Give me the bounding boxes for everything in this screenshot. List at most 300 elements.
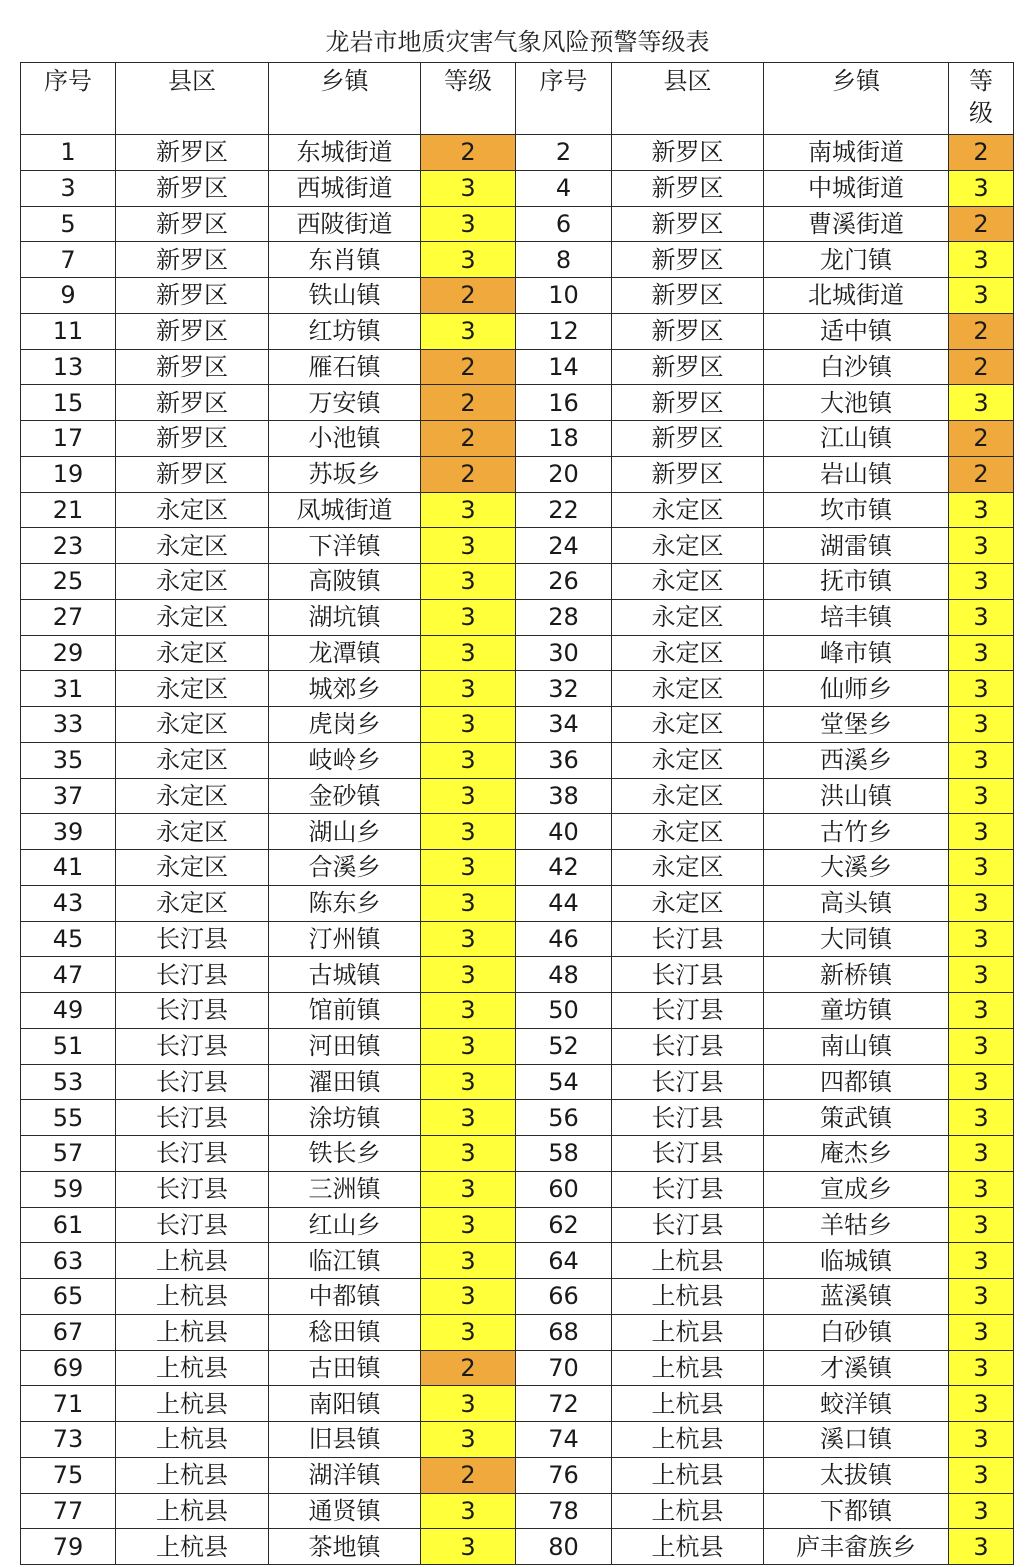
left-county-cell: 长汀县: [116, 1171, 269, 1207]
left-seq-cell: 13: [21, 349, 116, 385]
left-seq-cell: 25: [21, 564, 116, 600]
left-county-cell: 上杭县: [116, 1243, 269, 1279]
left-county-cell: 永定区: [116, 671, 269, 707]
left-level-cell: 3: [421, 921, 516, 957]
right-seq-cell: 44: [516, 885, 612, 921]
right-county-cell: 上杭县: [612, 1279, 764, 1315]
right-seq-cell: 36: [516, 742, 612, 778]
left-county-cell: 新罗区: [116, 242, 269, 278]
left-county-cell: 永定区: [116, 707, 269, 743]
right-seq-cell: 58: [516, 1136, 612, 1172]
right-level-cell: 3: [949, 742, 1014, 778]
right-level-cell: 3: [949, 385, 1014, 421]
left-level-cell: 2: [421, 1350, 516, 1386]
left-town-cell: 汀州镇: [269, 921, 421, 957]
table-row: [21, 1279, 1014, 1315]
right-town-cell: 蓝溪镇: [764, 1279, 949, 1315]
right-level-cell: 3: [949, 564, 1014, 600]
right-level-cell: 3: [949, 1529, 1014, 1565]
right-level-cell: 3: [949, 814, 1014, 850]
left-level-cell: 3: [421, 742, 516, 778]
right-level-cell: 3: [949, 1457, 1014, 1493]
right-level-cell: 3: [949, 671, 1014, 707]
left-level-cell: 3: [421, 206, 516, 242]
left-seq-cell: 1: [21, 135, 116, 171]
left-county-cell: 新罗区: [116, 313, 269, 349]
left-level-cell: 2: [421, 278, 516, 314]
right-seq-cell: 54: [516, 1064, 612, 1100]
right-county-cell: 永定区: [612, 671, 764, 707]
right-seq-cell: 72: [516, 1386, 612, 1422]
left-level-cell: 3: [421, 993, 516, 1029]
left-county-cell: 上杭县: [116, 1314, 269, 1350]
left-seq-cell: 15: [21, 385, 116, 421]
right-county-cell: 长汀县: [612, 1136, 764, 1172]
right-town-cell: 湖雷镇: [764, 528, 949, 564]
left-town-cell: 岐岭乡: [269, 742, 421, 778]
right-county-cell: 新罗区: [612, 349, 764, 385]
left-town-cell: 通贤镇: [269, 1493, 421, 1529]
table-row: [21, 1350, 1014, 1386]
right-county-cell: 新罗区: [612, 278, 764, 314]
left-seq-cell: 37: [21, 778, 116, 814]
left-town-cell: 合溪乡: [269, 850, 421, 886]
right-county-cell: 新罗区: [612, 206, 764, 242]
left-town-cell: 中都镇: [269, 1279, 421, 1315]
table-row: [21, 1028, 1014, 1064]
right-seq-cell: 22: [516, 492, 612, 528]
right-county-cell: 新罗区: [612, 421, 764, 457]
right-town-cell: 四都镇: [764, 1064, 949, 1100]
left-seq-cell: 63: [21, 1243, 116, 1279]
left-town-cell: 三洲镇: [269, 1171, 421, 1207]
page-title: 龙岩市地质灾害气象风险预警等级表: [325, 28, 710, 56]
left-county-cell: 永定区: [116, 492, 269, 528]
right-town-cell: 西溪乡: [764, 742, 949, 778]
header-level-right-top: 等: [969, 67, 993, 95]
right-town-cell: 岩山镇: [764, 456, 949, 492]
left-seq-cell: 19: [21, 456, 116, 492]
table-row: [21, 778, 1014, 814]
right-county-cell: 永定区: [612, 707, 764, 743]
right-level-cell: 3: [949, 492, 1014, 528]
left-county-cell: 长汀县: [116, 993, 269, 1029]
left-level-cell: 3: [421, 957, 516, 993]
right-seq-cell: 4: [516, 170, 612, 206]
left-county-cell: 永定区: [116, 778, 269, 814]
right-town-cell: 抚市镇: [764, 564, 949, 600]
right-seq-cell: 12: [516, 313, 612, 349]
left-town-cell: 西陂街道: [269, 206, 421, 242]
left-level-cell: 3: [421, 1386, 516, 1422]
left-county-cell: 永定区: [116, 564, 269, 600]
right-town-cell: 高头镇: [764, 885, 949, 921]
right-county-cell: 新罗区: [612, 242, 764, 278]
right-county-cell: 新罗区: [612, 313, 764, 349]
right-county-cell: 永定区: [612, 814, 764, 850]
left-town-cell: 铁山镇: [269, 278, 421, 314]
left-town-cell: 馆前镇: [269, 993, 421, 1029]
left-seq-cell: 9: [21, 278, 116, 314]
right-town-cell: 才溪镇: [764, 1350, 949, 1386]
right-town-cell: 南城街道: [764, 135, 949, 171]
left-level-cell: 3: [421, 1028, 516, 1064]
header-town: 乡镇: [269, 63, 421, 135]
right-level-cell: 3: [949, 242, 1014, 278]
right-town-cell: 新桥镇: [764, 957, 949, 993]
left-seq-cell: 39: [21, 814, 116, 850]
table-row: [21, 528, 1014, 564]
left-seq-cell: 23: [21, 528, 116, 564]
right-town-cell: 大同镇: [764, 921, 949, 957]
left-seq-cell: 71: [21, 1386, 116, 1422]
left-level-cell: 3: [421, 850, 516, 886]
right-town-cell: 洪山镇: [764, 778, 949, 814]
left-seq-cell: 49: [21, 993, 116, 1029]
left-level-cell: 3: [421, 528, 516, 564]
left-level-cell: 3: [421, 1422, 516, 1458]
table-row: [21, 1493, 1014, 1529]
left-town-cell: 雁石镇: [269, 349, 421, 385]
left-level-cell: 3: [421, 1529, 516, 1565]
right-town-cell: 宣成乡: [764, 1171, 949, 1207]
right-county-cell: 长汀县: [612, 957, 764, 993]
right-county-cell: 上杭县: [612, 1422, 764, 1458]
right-county-cell: 上杭县: [612, 1493, 764, 1529]
right-town-cell: 临城镇: [764, 1243, 949, 1279]
right-level-cell: 3: [949, 1279, 1014, 1315]
right-level-cell: 2: [949, 206, 1014, 242]
left-seq-cell: 73: [21, 1422, 116, 1458]
left-level-cell: 2: [421, 349, 516, 385]
left-level-cell: 3: [421, 1171, 516, 1207]
left-seq-cell: 7: [21, 242, 116, 278]
left-seq-cell: 69: [21, 1350, 116, 1386]
table-row: [21, 599, 1014, 635]
right-town-cell: 适中镇: [764, 313, 949, 349]
left-county-cell: 永定区: [116, 850, 269, 886]
left-county-cell: 永定区: [116, 742, 269, 778]
table-row: [21, 1243, 1014, 1279]
right-county-cell: 永定区: [612, 599, 764, 635]
left-town-cell: 湖山乡: [269, 814, 421, 850]
left-town-cell: 虎岗乡: [269, 707, 421, 743]
right-county-cell: 永定区: [612, 564, 764, 600]
left-county-cell: 长汀县: [116, 957, 269, 993]
right-town-cell: 下都镇: [764, 1493, 949, 1529]
right-county-cell: 永定区: [612, 778, 764, 814]
left-county-cell: 新罗区: [116, 170, 269, 206]
right-town-cell: 太拔镇: [764, 1457, 949, 1493]
right-county-cell: 长汀县: [612, 1028, 764, 1064]
left-county-cell: 新罗区: [116, 278, 269, 314]
right-level-cell: 3: [949, 778, 1014, 814]
right-level-cell: 3: [949, 599, 1014, 635]
right-seq-cell: 50: [516, 993, 612, 1029]
right-county-cell: 永定区: [612, 528, 764, 564]
right-county-cell: 长汀县: [612, 1100, 764, 1136]
left-town-cell: 西城街道: [269, 170, 421, 206]
right-seq-cell: 14: [516, 349, 612, 385]
right-seq-cell: 62: [516, 1207, 612, 1243]
table-row: [21, 814, 1014, 850]
right-county-cell: 上杭县: [612, 1243, 764, 1279]
table-row: [21, 385, 1014, 421]
table-row: [21, 1529, 1014, 1565]
right-seq-cell: 18: [516, 421, 612, 457]
left-level-cell: 3: [421, 885, 516, 921]
right-level-cell: 3: [949, 1493, 1014, 1529]
left-seq-cell: 53: [21, 1064, 116, 1100]
right-seq-cell: 40: [516, 814, 612, 850]
left-level-cell: 3: [421, 1279, 516, 1315]
right-level-cell: 3: [949, 278, 1014, 314]
right-seq-cell: 70: [516, 1350, 612, 1386]
right-seq-cell: 80: [516, 1529, 612, 1565]
right-level-cell: 3: [949, 635, 1014, 671]
left-town-cell: 河田镇: [269, 1028, 421, 1064]
right-town-cell: 策武镇: [764, 1100, 949, 1136]
left-town-cell: 濯田镇: [269, 1064, 421, 1100]
header-seq-right: 序号: [516, 63, 612, 135]
right-level-cell: 3: [949, 993, 1014, 1029]
right-town-cell: 堂堡乡: [764, 707, 949, 743]
table-row: [21, 850, 1014, 886]
left-town-cell: 小池镇: [269, 421, 421, 457]
left-county-cell: 长汀县: [116, 1136, 269, 1172]
table-row: [21, 707, 1014, 743]
left-level-cell: 3: [421, 599, 516, 635]
left-county-cell: 上杭县: [116, 1493, 269, 1529]
right-town-cell: 古竹乡: [764, 814, 949, 850]
right-seq-cell: 48: [516, 957, 612, 993]
left-seq-cell: 67: [21, 1314, 116, 1350]
table-row: [21, 242, 1014, 278]
right-seq-cell: 10: [516, 278, 612, 314]
left-level-cell: 3: [421, 170, 516, 206]
right-county-cell: 新罗区: [612, 170, 764, 206]
right-seq-cell: 6: [516, 206, 612, 242]
right-town-cell: 大池镇: [764, 385, 949, 421]
left-county-cell: 新罗区: [116, 206, 269, 242]
right-town-cell: 曹溪街道: [764, 206, 949, 242]
right-level-cell: 3: [949, 1350, 1014, 1386]
right-level-cell: 3: [949, 1243, 1014, 1279]
right-seq-cell: 2: [516, 135, 612, 171]
left-town-cell: 稔田镇: [269, 1314, 421, 1350]
right-level-cell: 2: [949, 349, 1014, 385]
right-town-cell: 坎市镇: [764, 492, 949, 528]
header-town-right: 乡镇: [764, 63, 949, 135]
left-seq-cell: 21: [21, 492, 116, 528]
table-row: [21, 278, 1014, 314]
right-seq-cell: 20: [516, 456, 612, 492]
right-seq-cell: 32: [516, 671, 612, 707]
table-row: [21, 1064, 1014, 1100]
left-town-cell: 东城街道: [269, 135, 421, 171]
left-seq-cell: 11: [21, 313, 116, 349]
left-level-cell: 3: [421, 1243, 516, 1279]
table-row: [21, 456, 1014, 492]
table-row: [21, 1136, 1014, 1172]
right-county-cell: 上杭县: [612, 1386, 764, 1422]
left-seq-cell: 47: [21, 957, 116, 993]
left-town-cell: 湖坑镇: [269, 599, 421, 635]
right-level-cell: 3: [949, 885, 1014, 921]
left-level-cell: 3: [421, 1207, 516, 1243]
right-county-cell: 长汀县: [612, 1171, 764, 1207]
left-level-cell: 3: [421, 707, 516, 743]
table-row: [21, 206, 1014, 242]
left-town-cell: 古城镇: [269, 957, 421, 993]
left-seq-cell: 17: [21, 421, 116, 457]
left-town-cell: 茶地镇: [269, 1529, 421, 1565]
right-level-cell: 2: [949, 456, 1014, 492]
left-level-cell: 3: [421, 1314, 516, 1350]
left-county-cell: 新罗区: [116, 135, 269, 171]
left-county-cell: 上杭县: [116, 1279, 269, 1315]
right-town-cell: 庵杰乡: [764, 1136, 949, 1172]
table-row: [21, 1207, 1014, 1243]
left-level-cell: 3: [421, 1064, 516, 1100]
table-row: [21, 492, 1014, 528]
right-county-cell: 长汀县: [612, 1064, 764, 1100]
left-seq-cell: 3: [21, 170, 116, 206]
left-seq-cell: 27: [21, 599, 116, 635]
right-level-cell: 3: [949, 957, 1014, 993]
right-seq-cell: 68: [516, 1314, 612, 1350]
table-row: [21, 170, 1014, 206]
right-level-cell: 3: [949, 1207, 1014, 1243]
right-level-cell: 3: [949, 528, 1014, 564]
right-county-cell: 永定区: [612, 492, 764, 528]
left-level-cell: 3: [421, 313, 516, 349]
left-seq-cell: 31: [21, 671, 116, 707]
right-seq-cell: 42: [516, 850, 612, 886]
right-seq-cell: 56: [516, 1100, 612, 1136]
left-county-cell: 长汀县: [116, 1207, 269, 1243]
right-town-cell: 北城街道: [764, 278, 949, 314]
header-seq: 序号: [21, 63, 116, 135]
right-level-cell: 3: [949, 170, 1014, 206]
left-seq-cell: 35: [21, 742, 116, 778]
right-county-cell: 上杭县: [612, 1314, 764, 1350]
left-town-cell: 凤城街道: [269, 492, 421, 528]
left-seq-cell: 45: [21, 921, 116, 957]
left-county-cell: 永定区: [116, 635, 269, 671]
table-row: [21, 921, 1014, 957]
left-town-cell: 红山乡: [269, 1207, 421, 1243]
table-row: [21, 1457, 1014, 1493]
right-town-cell: 龙门镇: [764, 242, 949, 278]
left-seq-cell: 75: [21, 1457, 116, 1493]
left-county-cell: 新罗区: [116, 421, 269, 457]
header-county-right: 县区: [612, 63, 764, 135]
right-seq-cell: 26: [516, 564, 612, 600]
left-county-cell: 上杭县: [116, 1529, 269, 1565]
right-town-cell: 江山镇: [764, 421, 949, 457]
left-town-cell: 高陂镇: [269, 564, 421, 600]
left-county-cell: 上杭县: [116, 1386, 269, 1422]
right-county-cell: 长汀县: [612, 921, 764, 957]
left-county-cell: 新罗区: [116, 385, 269, 421]
table-row: [21, 1100, 1014, 1136]
table-row: [21, 135, 1014, 171]
left-county-cell: 新罗区: [116, 456, 269, 492]
right-town-cell: 峰市镇: [764, 635, 949, 671]
left-seq-cell: 5: [21, 206, 116, 242]
right-county-cell: 永定区: [612, 850, 764, 886]
header-level: 等级: [421, 63, 516, 135]
table-row: [21, 993, 1014, 1029]
right-level-cell: 3: [949, 707, 1014, 743]
right-level-cell: 3: [949, 921, 1014, 957]
right-county-cell: 永定区: [612, 635, 764, 671]
left-seq-cell: 59: [21, 1171, 116, 1207]
left-level-cell: 3: [421, 778, 516, 814]
left-level-cell: 3: [421, 1136, 516, 1172]
right-seq-cell: 46: [516, 921, 612, 957]
left-seq-cell: 77: [21, 1493, 116, 1529]
left-town-cell: 龙潭镇: [269, 635, 421, 671]
right-level-cell: 3: [949, 1136, 1014, 1172]
left-seq-cell: 57: [21, 1136, 116, 1172]
right-seq-cell: 78: [516, 1493, 612, 1529]
left-seq-cell: 79: [21, 1529, 116, 1565]
right-level-cell: 3: [949, 1314, 1014, 1350]
table-row: [21, 635, 1014, 671]
left-seq-cell: 43: [21, 885, 116, 921]
right-level-cell: 2: [949, 421, 1014, 457]
left-county-cell: 长汀县: [116, 1100, 269, 1136]
table-row: [21, 885, 1014, 921]
left-county-cell: 上杭县: [116, 1422, 269, 1458]
left-town-cell: 城郊乡: [269, 671, 421, 707]
right-seq-cell: 30: [516, 635, 612, 671]
right-county-cell: 长汀县: [612, 993, 764, 1029]
left-town-cell: 旧县镇: [269, 1422, 421, 1458]
right-level-cell: 3: [949, 1386, 1014, 1422]
left-seq-cell: 41: [21, 850, 116, 886]
left-seq-cell: 33: [21, 707, 116, 743]
right-town-cell: 羊牯乡: [764, 1207, 949, 1243]
table-row: [21, 1171, 1014, 1207]
left-level-cell: 3: [421, 635, 516, 671]
right-town-cell: 白砂镇: [764, 1314, 949, 1350]
left-county-cell: 长汀县: [116, 1028, 269, 1064]
left-county-cell: 永定区: [116, 599, 269, 635]
table-row: [21, 313, 1014, 349]
left-level-cell: 2: [421, 421, 516, 457]
left-county-cell: 永定区: [116, 528, 269, 564]
left-town-cell: 万安镇: [269, 385, 421, 421]
right-seq-cell: 8: [516, 242, 612, 278]
left-town-cell: 湖洋镇: [269, 1457, 421, 1493]
right-seq-cell: 28: [516, 599, 612, 635]
left-town-cell: 古田镇: [269, 1350, 421, 1386]
left-town-cell: 苏坂乡: [269, 456, 421, 492]
right-town-cell: 南山镇: [764, 1028, 949, 1064]
right-county-cell: 上杭县: [612, 1529, 764, 1565]
right-seq-cell: 64: [516, 1243, 612, 1279]
right-level-cell: 3: [949, 1064, 1014, 1100]
left-county-cell: 永定区: [116, 814, 269, 850]
table-row: [21, 742, 1014, 778]
right-town-cell: 童坊镇: [764, 993, 949, 1029]
right-town-cell: 溪口镇: [764, 1422, 949, 1458]
left-level-cell: 3: [421, 671, 516, 707]
left-county-cell: 上杭县: [116, 1457, 269, 1493]
